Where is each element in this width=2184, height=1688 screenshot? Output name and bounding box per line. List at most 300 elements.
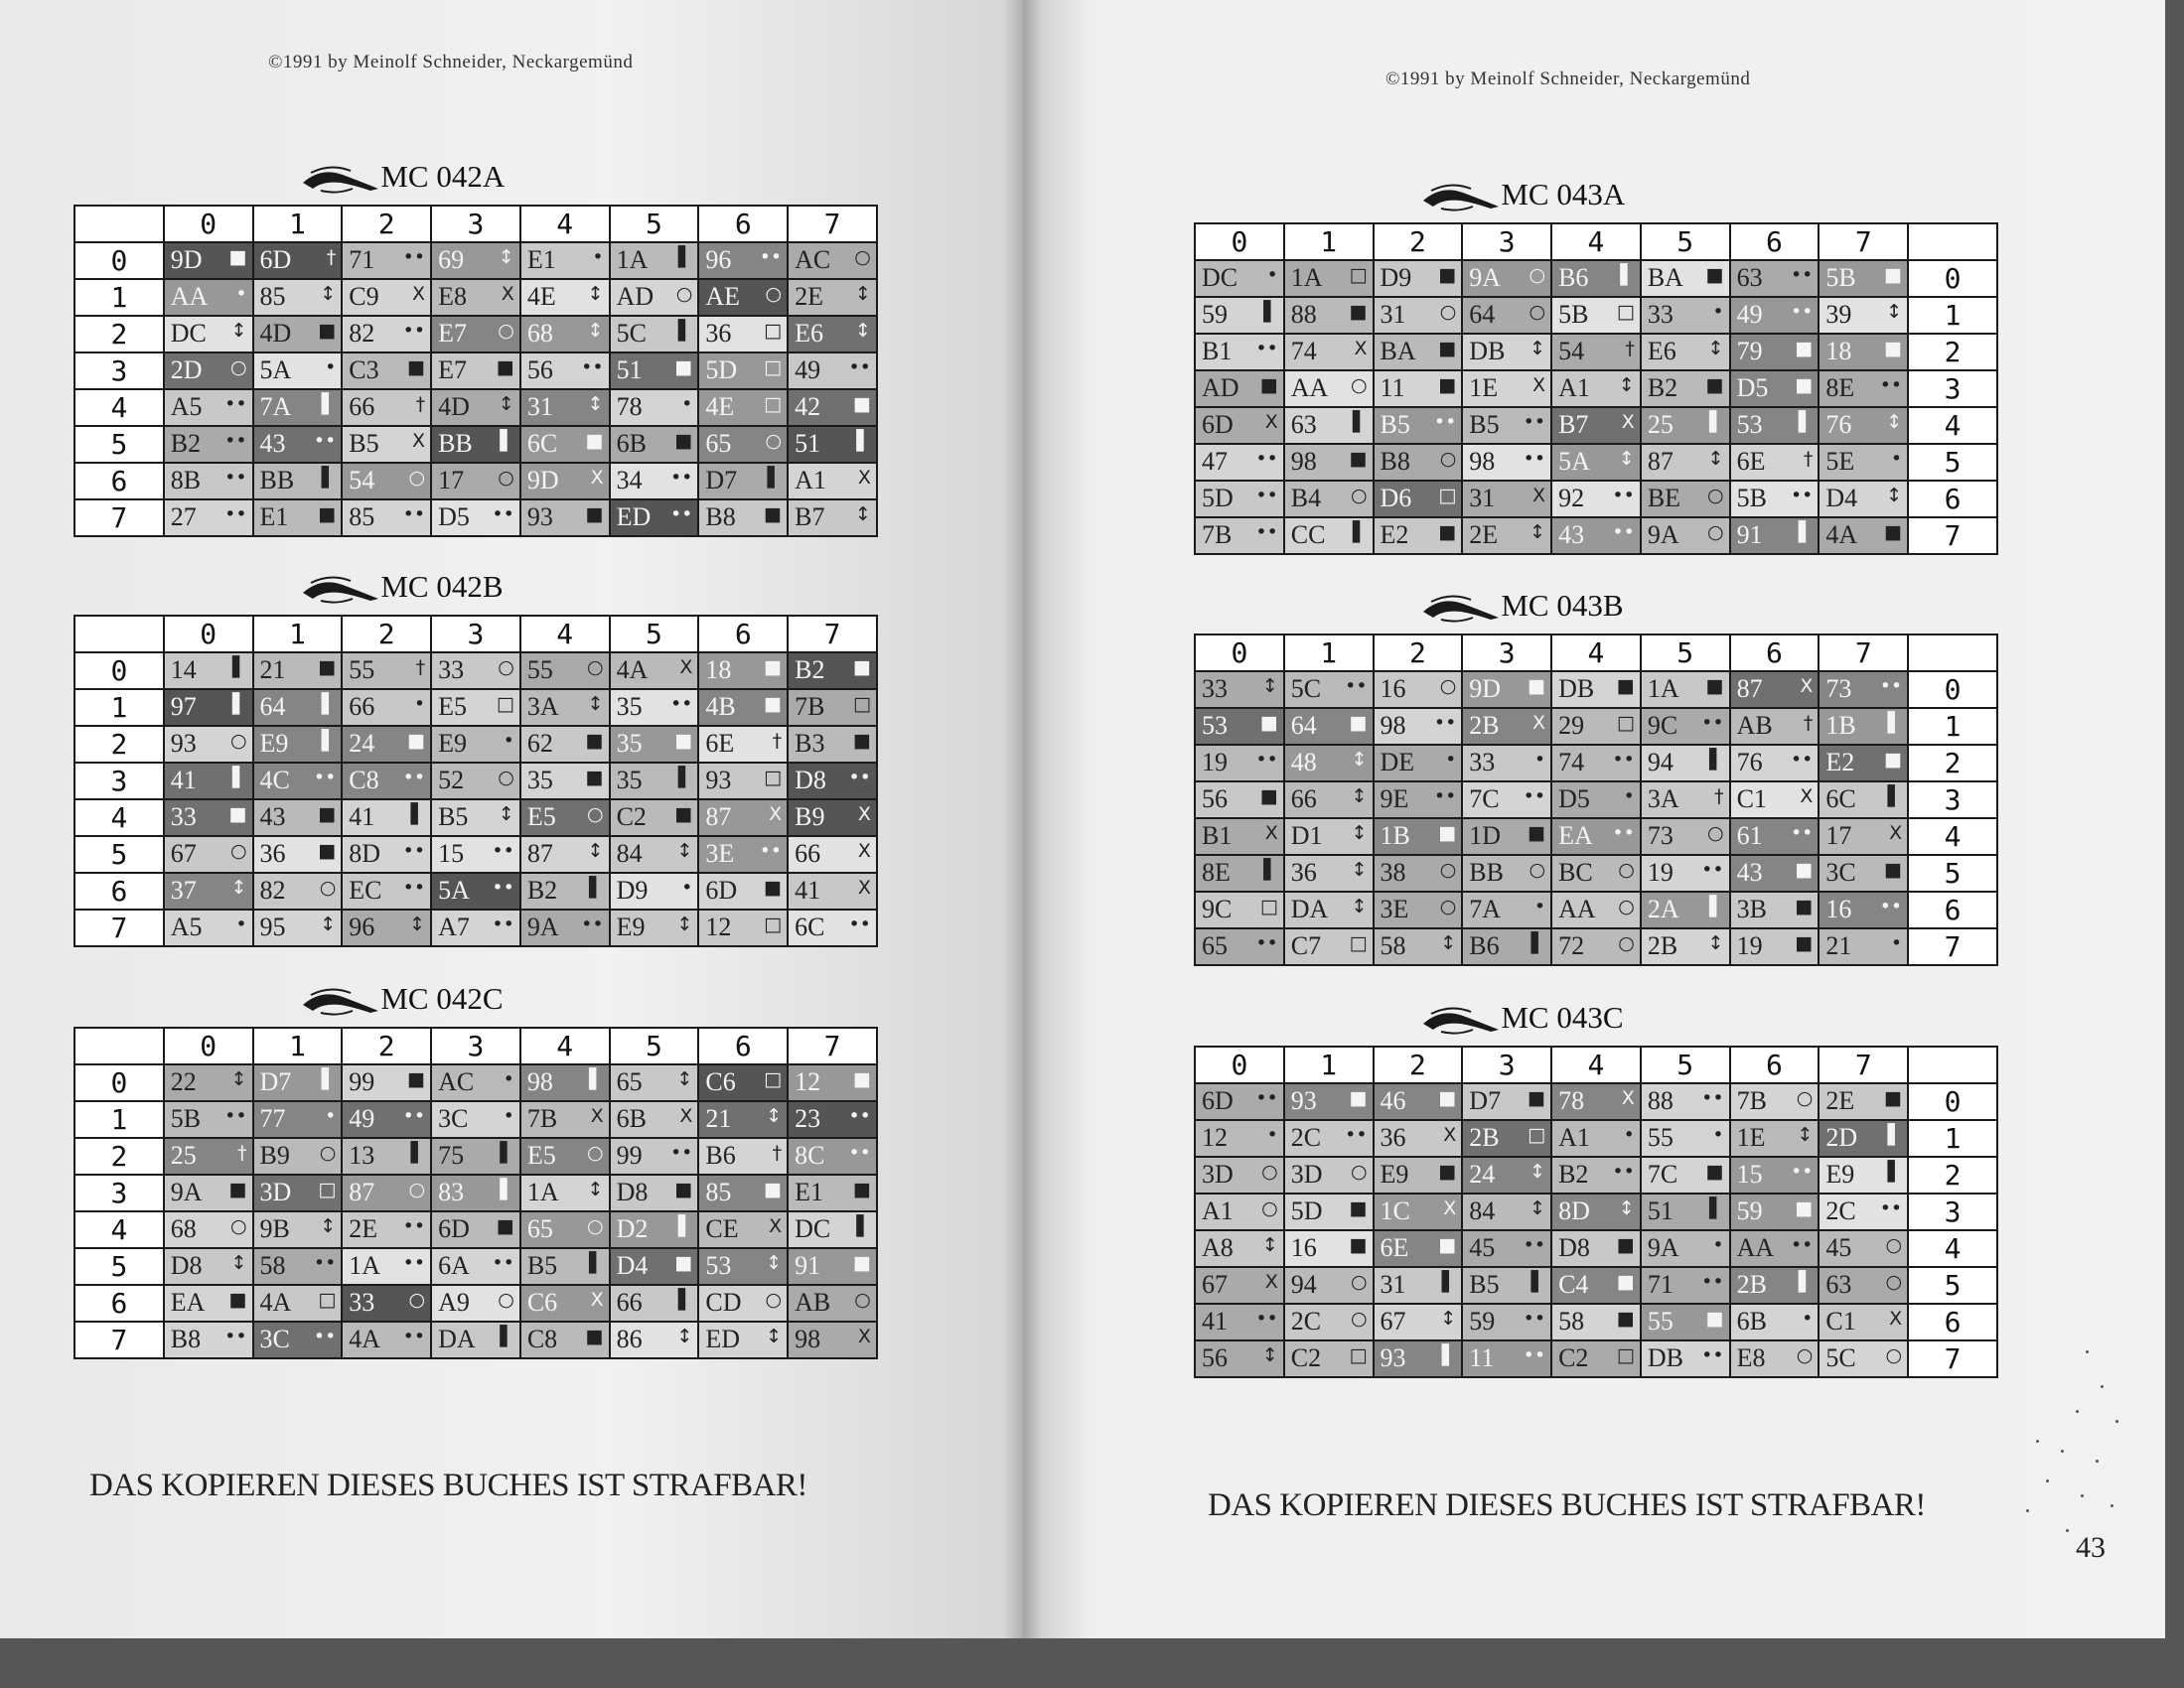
code-value: 3A bbox=[1647, 784, 1679, 813]
code-cell bbox=[431, 799, 520, 836]
code-cell bbox=[1284, 1083, 1374, 1120]
column-header: 1 bbox=[1284, 1047, 1374, 1083]
code-cell bbox=[610, 279, 699, 316]
code-cell bbox=[1730, 297, 1820, 334]
code-value: 66 bbox=[349, 392, 375, 421]
code-value: 31 bbox=[1469, 484, 1496, 512]
column-header: 2 bbox=[342, 616, 431, 652]
code-cell bbox=[1730, 1304, 1820, 1340]
dots-icon: •• bbox=[402, 767, 426, 788]
code-value: DC bbox=[1202, 263, 1238, 292]
code-value: 6E bbox=[1736, 447, 1766, 476]
bar-icon: ▌ bbox=[231, 693, 247, 715]
code-cell bbox=[342, 1175, 431, 1211]
code-cell bbox=[1551, 708, 1641, 745]
updown-icon: ↕ bbox=[854, 283, 871, 305]
code-cell bbox=[431, 1064, 520, 1101]
code-value: 75 bbox=[438, 1141, 465, 1170]
code-value: 98 bbox=[526, 1067, 553, 1096]
card-icon: □ bbox=[764, 320, 783, 342]
dots-icon: •• bbox=[313, 430, 337, 452]
code-cell bbox=[253, 499, 343, 536]
card-icon: □ bbox=[1259, 896, 1278, 917]
code-value: D8 bbox=[616, 1178, 649, 1206]
code-value: 53 bbox=[705, 1251, 732, 1280]
ring-icon: ○ bbox=[1350, 374, 1368, 396]
code-cell bbox=[1195, 1157, 1284, 1194]
code-cell bbox=[1819, 671, 1908, 708]
code-cell bbox=[1284, 407, 1374, 444]
bar-icon: ▌ bbox=[856, 430, 871, 452]
code-value: E7 bbox=[438, 355, 467, 384]
code-value: 53 bbox=[1202, 711, 1228, 740]
code-cell bbox=[1641, 297, 1730, 334]
bulb-icon: • bbox=[1712, 301, 1724, 323]
code-cell bbox=[342, 316, 431, 352]
card-icon: □ bbox=[1438, 485, 1457, 506]
row-header: 1 bbox=[1908, 708, 1997, 745]
card-icon: □ bbox=[1616, 1344, 1635, 1366]
code-cell bbox=[1195, 928, 1284, 965]
code-cell bbox=[610, 316, 699, 352]
code-value: 93 bbox=[170, 729, 197, 758]
code-cell bbox=[520, 1211, 610, 1248]
x-icon: X bbox=[1443, 1197, 1457, 1219]
code-value: DB bbox=[1558, 674, 1595, 703]
table-row bbox=[74, 1285, 877, 1322]
code-cell bbox=[1374, 481, 1463, 517]
column-header: 1 bbox=[253, 616, 343, 652]
code-value: BB bbox=[259, 466, 295, 494]
code-value: 1E bbox=[1469, 373, 1499, 402]
ring-icon: ○ bbox=[675, 283, 693, 305]
code-cell bbox=[698, 1175, 788, 1211]
ring-icon: ○ bbox=[1796, 1344, 1814, 1366]
dots-icon: •• bbox=[848, 1142, 871, 1164]
dots-icon: •• bbox=[1701, 1344, 1724, 1366]
code-cell bbox=[1641, 407, 1730, 444]
dots-icon: •• bbox=[402, 1326, 426, 1347]
code-value: AB bbox=[795, 1288, 831, 1317]
column-header: 0 bbox=[1195, 634, 1284, 671]
column-header: 6 bbox=[1730, 223, 1820, 260]
code-value: B1 bbox=[1202, 337, 1233, 365]
row-header: 1 bbox=[1908, 1120, 1997, 1157]
case-icon: ■ bbox=[1616, 1271, 1635, 1293]
code-value: 25 bbox=[1647, 410, 1674, 439]
case-icon: ■ bbox=[852, 656, 871, 678]
row-header: 4 bbox=[1908, 407, 1997, 444]
code-cell bbox=[788, 763, 877, 799]
case-icon: ■ bbox=[1438, 1234, 1457, 1256]
code-value: 7C bbox=[1647, 1160, 1678, 1189]
code-cell bbox=[1374, 517, 1463, 554]
code-cell bbox=[253, 426, 343, 463]
dots-icon: •• bbox=[313, 1252, 337, 1274]
code-cell bbox=[1284, 370, 1374, 407]
code-value: 49 bbox=[795, 355, 821, 384]
dots-icon: •• bbox=[1255, 932, 1278, 954]
bulb-icon: • bbox=[1266, 1124, 1278, 1146]
row-header: 2 bbox=[74, 1138, 164, 1175]
code-value: 68 bbox=[170, 1214, 197, 1243]
code-cell bbox=[520, 1322, 610, 1358]
code-cell bbox=[1195, 1230, 1284, 1267]
code-value: 9C bbox=[1647, 711, 1678, 740]
code-value: 65 bbox=[705, 429, 732, 458]
updown-icon: ↕ bbox=[587, 320, 604, 342]
code-cell bbox=[164, 726, 253, 763]
code-cell bbox=[788, 279, 877, 316]
code-cell bbox=[1462, 370, 1551, 407]
code-cell bbox=[1284, 517, 1374, 554]
code-value: C1 bbox=[1825, 1307, 1856, 1336]
code-value: E5 bbox=[526, 1141, 556, 1170]
code-cell bbox=[1195, 1267, 1284, 1304]
bar-icon: ▌ bbox=[1620, 264, 1635, 286]
ring-icon: ○ bbox=[1529, 301, 1546, 323]
x-icon: X bbox=[1532, 485, 1546, 506]
code-cell bbox=[1819, 1340, 1908, 1377]
code-cell bbox=[1284, 781, 1374, 818]
code-cell bbox=[1819, 517, 1908, 554]
dots-icon: •• bbox=[1255, 521, 1278, 543]
code-cell bbox=[1819, 481, 1908, 517]
code-value: 99 bbox=[616, 1141, 643, 1170]
case-icon: ■ bbox=[1616, 1308, 1635, 1330]
code-cell bbox=[698, 1285, 788, 1322]
code-cell bbox=[1730, 1194, 1820, 1230]
code-value: 15 bbox=[1736, 1160, 1763, 1189]
bulb-icon: • bbox=[1890, 448, 1903, 470]
ring-icon: ○ bbox=[1350, 485, 1368, 506]
x-icon: X bbox=[857, 877, 871, 899]
code-value: BA bbox=[1380, 337, 1416, 365]
code-cell bbox=[342, 873, 431, 910]
code-cell bbox=[342, 499, 431, 536]
code-value: A1 bbox=[1558, 1123, 1590, 1152]
code-value: B2 bbox=[170, 429, 202, 458]
x-icon: X bbox=[1443, 1124, 1457, 1146]
row-header: 6 bbox=[74, 873, 164, 910]
code-value: 86 bbox=[616, 1325, 643, 1353]
code-cell bbox=[1462, 260, 1551, 297]
case-icon: ■ bbox=[1884, 1087, 1903, 1109]
code-value: 2C bbox=[1290, 1123, 1322, 1152]
bar-icon: ▌ bbox=[677, 1289, 693, 1311]
code-value: 63 bbox=[1736, 263, 1763, 292]
code-cell bbox=[1195, 407, 1284, 444]
table-row bbox=[1195, 297, 1997, 334]
bulb-icon: • bbox=[235, 283, 247, 305]
code-cell bbox=[164, 1248, 253, 1285]
column-header: 3 bbox=[1462, 634, 1551, 671]
ring-icon: ○ bbox=[1618, 859, 1635, 881]
code-value: 62 bbox=[526, 729, 553, 758]
ring-icon: ○ bbox=[229, 730, 247, 752]
x-icon: X bbox=[1264, 411, 1278, 433]
code-value: C9 bbox=[349, 282, 379, 311]
column-header: 0 bbox=[164, 206, 253, 242]
code-value: AC bbox=[438, 1067, 475, 1096]
table-row bbox=[1195, 818, 1997, 855]
updown-icon: ↕ bbox=[1261, 1234, 1278, 1256]
code-value: 42 bbox=[795, 392, 821, 421]
code-value: D2 bbox=[616, 1214, 649, 1243]
code-value: 66 bbox=[1290, 784, 1317, 813]
code-value: 8C bbox=[795, 1141, 825, 1170]
case-icon: ■ bbox=[1438, 374, 1457, 396]
card-icon: □ bbox=[318, 1179, 337, 1200]
code-value: 9D bbox=[170, 245, 203, 274]
bar-icon: ▌ bbox=[1530, 932, 1546, 954]
updown-icon: ↕ bbox=[1440, 932, 1457, 954]
code-value: 2E bbox=[349, 1214, 378, 1243]
code-cell bbox=[1551, 407, 1641, 444]
dots-icon: •• bbox=[402, 1215, 426, 1237]
case-icon: ■ bbox=[228, 246, 247, 268]
code-cell bbox=[1641, 1157, 1730, 1194]
case-icon: ■ bbox=[1884, 264, 1903, 286]
updown-icon: ↕ bbox=[766, 1326, 783, 1347]
code-value: 1A bbox=[526, 1178, 559, 1206]
dots-icon: •• bbox=[402, 1105, 426, 1127]
code-value: 1D bbox=[1469, 821, 1502, 850]
code-cell bbox=[164, 426, 253, 463]
code-cell bbox=[788, 836, 877, 873]
code-value: 61 bbox=[1736, 821, 1763, 850]
code-cell bbox=[164, 352, 253, 389]
code-value: 22 bbox=[170, 1067, 197, 1096]
x-icon: X bbox=[679, 1105, 693, 1127]
x-icon: X bbox=[1264, 822, 1278, 844]
bar-icon: ▌ bbox=[856, 1215, 871, 1237]
code-value: 66 bbox=[616, 1288, 643, 1317]
column-header: 7 bbox=[788, 1028, 877, 1064]
code-value: 21 bbox=[1825, 931, 1852, 960]
code-cell bbox=[520, 910, 610, 946]
code-cell bbox=[164, 1101, 253, 1138]
row-header: 0 bbox=[74, 242, 164, 279]
bar-icon: ▌ bbox=[1352, 411, 1368, 433]
row-header: 6 bbox=[1908, 481, 1997, 517]
code-cell bbox=[342, 389, 431, 426]
code-value: DA bbox=[1290, 895, 1329, 923]
code-cell bbox=[342, 763, 431, 799]
code-cell bbox=[610, 1175, 699, 1211]
code-value: 93 bbox=[705, 766, 732, 794]
code-cell bbox=[1374, 781, 1463, 818]
row-header: 6 bbox=[74, 1285, 164, 1322]
card-icon: □ bbox=[764, 356, 783, 378]
code-cell bbox=[431, 316, 520, 352]
dots-icon: •• bbox=[492, 914, 514, 935]
updown-icon: ↕ bbox=[498, 393, 514, 415]
code-cell bbox=[1284, 1340, 1374, 1377]
code-cell bbox=[1195, 334, 1284, 370]
bulb-icon: • bbox=[325, 356, 337, 378]
code-table-043a bbox=[1194, 222, 1998, 555]
code-value: E9 bbox=[1380, 1160, 1409, 1189]
dots-icon: •• bbox=[581, 914, 604, 935]
table-title-text: MC 043C bbox=[1501, 1000, 1624, 1035]
table-title bbox=[301, 159, 505, 203]
bar-icon: ▌ bbox=[1887, 785, 1903, 807]
code-value: 8B bbox=[170, 466, 202, 494]
table-title bbox=[1421, 177, 1625, 220]
dots-icon: •• bbox=[1612, 485, 1635, 506]
code-cell bbox=[1730, 1340, 1820, 1377]
code-value: 63 bbox=[1290, 410, 1317, 439]
code-cell bbox=[1195, 781, 1284, 818]
code-value: 88 bbox=[1647, 1086, 1674, 1115]
table-row bbox=[74, 279, 877, 316]
case-icon: ■ bbox=[1349, 712, 1368, 734]
ring-icon: ○ bbox=[1618, 896, 1635, 917]
code-cell bbox=[431, 689, 520, 726]
code-value: 43 bbox=[1736, 858, 1763, 887]
code-cell bbox=[342, 352, 431, 389]
code-value: 41 bbox=[1202, 1307, 1228, 1336]
code-cell bbox=[1374, 1340, 1463, 1377]
code-value: 7A bbox=[1469, 895, 1502, 923]
code-value: 6E bbox=[1380, 1233, 1409, 1262]
dots-icon: •• bbox=[1255, 1087, 1278, 1109]
code-value: 73 bbox=[1647, 821, 1674, 850]
updown-icon: ↕ bbox=[230, 320, 247, 342]
code-value: D7 bbox=[1469, 1086, 1502, 1115]
code-cell bbox=[1551, 517, 1641, 554]
bar-icon: ▌ bbox=[1263, 301, 1278, 323]
code-value: 19 bbox=[1647, 858, 1674, 887]
code-value: 31 bbox=[1380, 1270, 1406, 1299]
updown-icon: ↕ bbox=[1886, 301, 1903, 323]
code-cell bbox=[520, 799, 610, 836]
row-header: 5 bbox=[74, 426, 164, 463]
updown-icon: ↕ bbox=[1440, 1308, 1457, 1330]
code-cell bbox=[1641, 1340, 1730, 1377]
code-cell bbox=[1374, 334, 1463, 370]
column-header: 7 bbox=[1819, 1047, 1908, 1083]
code-value: 1A bbox=[1647, 674, 1679, 703]
code-value: 4D bbox=[259, 319, 292, 348]
code-value: 6C bbox=[795, 913, 825, 941]
bar-icon: ▌ bbox=[677, 320, 693, 342]
code-cell bbox=[1551, 370, 1641, 407]
code-cell bbox=[1551, 334, 1641, 370]
code-table-043c bbox=[1194, 1046, 1998, 1378]
code-value: 3D bbox=[1290, 1160, 1323, 1189]
row-header: 5 bbox=[1908, 855, 1997, 892]
bar-icon: ▌ bbox=[1887, 1161, 1903, 1183]
code-value: 64 bbox=[1290, 711, 1317, 740]
table-row bbox=[74, 499, 877, 536]
bulb-icon: • bbox=[592, 246, 604, 268]
code-value: E6 bbox=[1647, 337, 1676, 365]
dots-icon: •• bbox=[1433, 712, 1457, 734]
code-value: 19 bbox=[1736, 931, 1763, 960]
card-icon: □ bbox=[496, 693, 514, 715]
code-value: 1A bbox=[616, 245, 649, 274]
code-cell bbox=[1195, 1304, 1284, 1340]
code-cell bbox=[1462, 334, 1551, 370]
code-value: 91 bbox=[1736, 520, 1763, 549]
code-cell bbox=[342, 1322, 431, 1358]
dots-icon: •• bbox=[1790, 1161, 1814, 1183]
case-icon: ■ bbox=[1705, 1161, 1724, 1183]
code-value: D8 bbox=[170, 1251, 203, 1280]
ring-icon: ○ bbox=[498, 320, 514, 342]
code-value: 74 bbox=[1558, 748, 1585, 776]
code-cell bbox=[610, 689, 699, 726]
column-header: 0 bbox=[164, 1028, 253, 1064]
code-cell bbox=[253, 1138, 343, 1175]
code-cell bbox=[164, 799, 253, 836]
code-cell bbox=[1551, 297, 1641, 334]
code-value: 4A bbox=[1825, 520, 1858, 549]
code-cell bbox=[788, 242, 877, 279]
table-row bbox=[1195, 708, 1997, 745]
code-cell bbox=[520, 463, 610, 499]
row-header: 0 bbox=[1908, 260, 1997, 297]
updown-icon: ↕ bbox=[1797, 1124, 1814, 1146]
row-header: 0 bbox=[74, 1064, 164, 1101]
code-value: CD bbox=[705, 1288, 742, 1317]
code-cell bbox=[1462, 444, 1551, 481]
card-icon: □ bbox=[764, 393, 783, 415]
dots-icon: •• bbox=[1523, 1344, 1546, 1366]
person-icon: † bbox=[772, 730, 783, 752]
code-value: A9 bbox=[438, 1288, 470, 1317]
dots-icon: •• bbox=[224, 393, 247, 415]
dots-icon: •• bbox=[759, 840, 783, 862]
code-cell bbox=[610, 652, 699, 689]
dots-icon: •• bbox=[1433, 411, 1457, 433]
code-value: 76 bbox=[1825, 410, 1852, 439]
code-value: 18 bbox=[705, 655, 732, 684]
person-icon: † bbox=[1803, 448, 1814, 470]
code-cell bbox=[1195, 370, 1284, 407]
code-cell bbox=[1730, 855, 1820, 892]
code-value: A1 bbox=[1558, 373, 1590, 402]
code-value: B7 bbox=[795, 502, 825, 531]
code-value: 1B bbox=[1380, 821, 1410, 850]
bulb-icon: • bbox=[325, 1105, 337, 1127]
ring-icon: ○ bbox=[854, 246, 871, 268]
code-cell bbox=[1195, 855, 1284, 892]
column-header: 1 bbox=[1284, 634, 1374, 671]
code-cell bbox=[1284, 481, 1374, 517]
code-cell bbox=[788, 316, 877, 352]
code-cell bbox=[1284, 334, 1374, 370]
code-cell bbox=[1551, 1267, 1641, 1304]
code-cell bbox=[610, 1101, 699, 1138]
code-cell bbox=[431, 836, 520, 873]
updown-icon: ↕ bbox=[320, 914, 337, 935]
code-value: 38 bbox=[1380, 858, 1406, 887]
table-row bbox=[1195, 1267, 1997, 1304]
code-cell bbox=[1730, 1267, 1820, 1304]
code-value: D7 bbox=[259, 1067, 292, 1096]
table-row bbox=[74, 799, 877, 836]
case-icon: ■ bbox=[1349, 301, 1368, 323]
code-cell bbox=[1462, 745, 1551, 781]
page-number: 43 bbox=[2076, 1531, 2106, 1564]
code-value: 85 bbox=[705, 1178, 732, 1206]
scorpion-logo-icon bbox=[301, 985, 380, 1019]
column-header: 7 bbox=[1819, 223, 1908, 260]
dots-icon: •• bbox=[1701, 1271, 1724, 1293]
